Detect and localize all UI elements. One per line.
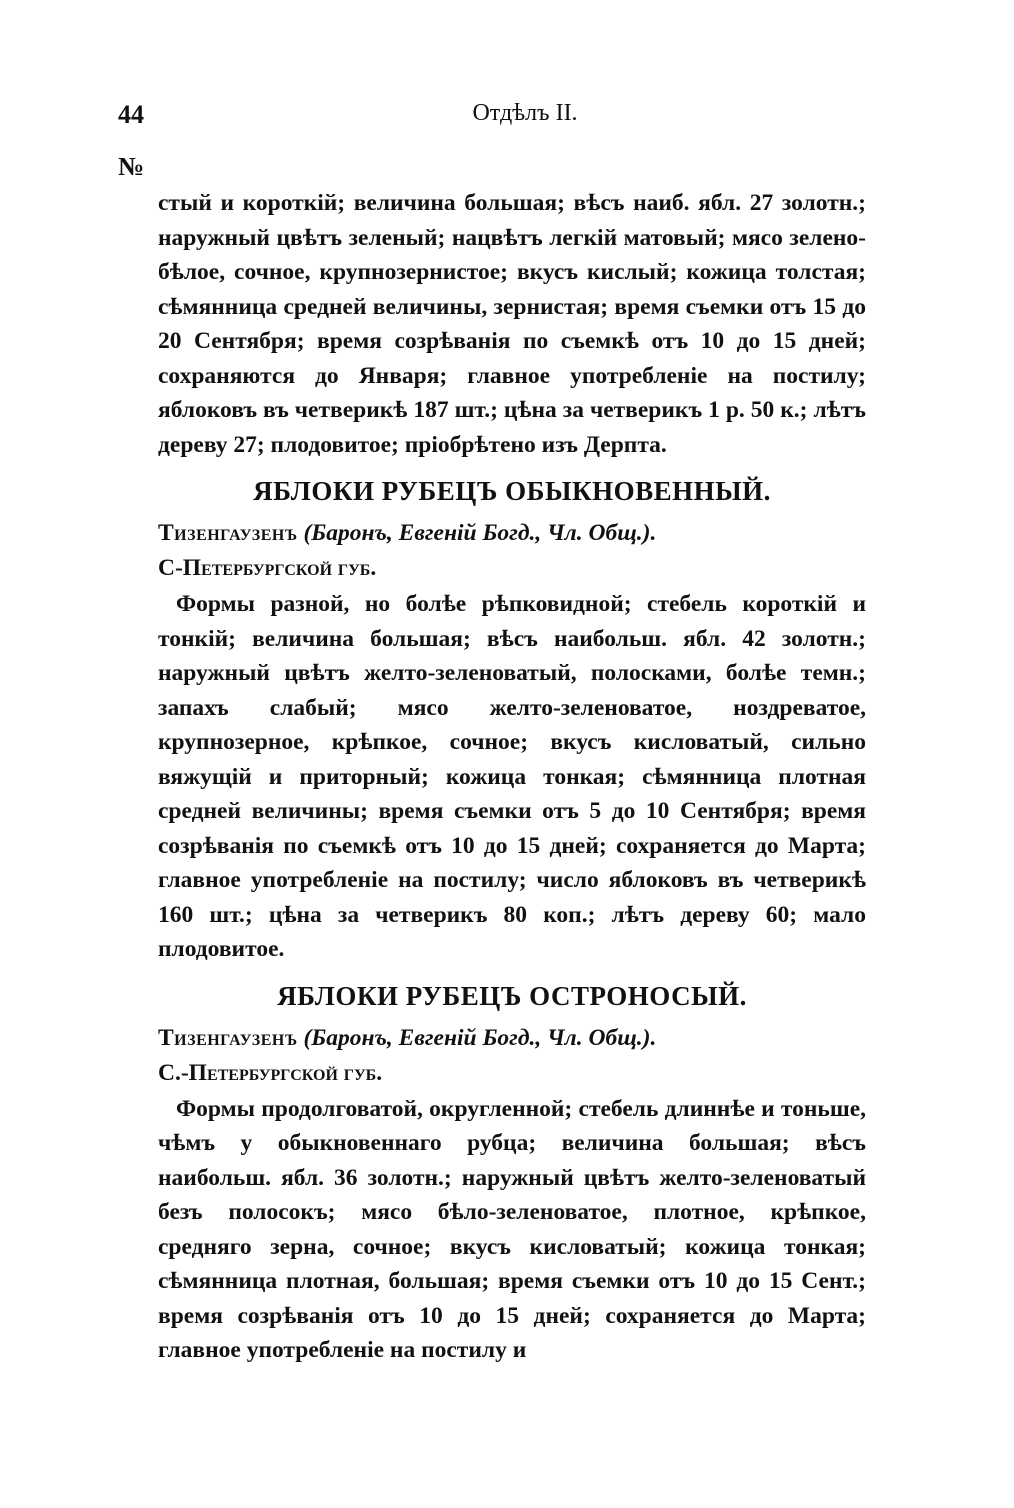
grower-title: (Баронъ, Евгеній Богд., Чл. Общ.). (303, 520, 657, 546)
grower-name: Тизенгаузенъ (158, 1024, 298, 1051)
intro-paragraph: стый и короткій; величина большая; вѣсъ наиб. ябл. 27 золотн.; наружный цвѣтъ зеленый; нацвѣтъ легкій матовый; мясо зелено-бѣлое, сочное, крупнозернистое; вкусъ кислый; кожица толстая; сѣмянница средней величины, зернистая; время съемки отъ 15 до 20 Сентября; время созрѣванія по съемкѣ отъ 10 до 15 дней; сохраняются до Января; главное употребленіе на постилу; яблоковъ въ четверикѣ 187 шт.; цѣна за четверикъ 1 р. 50 к.; лѣтъ дереву 27; плодовитое; пріобрѣтено изъ Дерпта. (158, 190, 866, 458)
section-title: ЯБЛОКИ РУБЕЦЪ ОСТРОНОСЫЙ. (277, 980, 747, 1011)
province: С-Петербургской губ. (158, 555, 377, 581)
description: Формы разной, но болѣе рѣпковидной; стебель короткій и тонкій; величина большая; вѣсъ наибольш. ябл. 42 золотн.; наружный цвѣтъ желто-зеленоватый, полосками, болѣе темн.; запахъ слабый; мясо желто-зеленоватое, ноздреватое, крупнозерное, крѣпкое, сочное; вкусъ кисловатый, сильно вяжущій и приторный; кожица тонкая; сѣмянница плотная средней величины; время съемки отъ 5 до 10 Сентября; время созрѣванія по съемкѣ отъ 10 до 15 дней; сохраняется до Марта; главное употребленіе на постилу; число яблоковъ въ четверикѣ 160 шт.; цѣна за четверикъ 80 коп.; лѣтъ дереву 60; мало плодовитое. (158, 591, 866, 962)
grower-title: (Баронъ, Евгеній Богд., Чл. Общ.). (303, 1024, 657, 1051)
page-header (110, 100, 940, 140)
page-number: 44 (118, 100, 144, 129)
running-title: Отдѣлъ II. (472, 100, 578, 126)
grower-line (158, 1020, 866, 1056)
description: Формы продолговатой, округленной; стебель длиннѣе и тоньше, чѣмъ у обыкновеннаго рубца; величина большая; вѣсъ наибольш. ябл. 36 золотн.; наружный цвѣтъ желто-зеленоватый безъ полосокъ; мясо бѣло-зеленоватое, плотное, крѣпкое, средняго зерна, сочное; вкусъ кисловатый; кожица тонкая; сѣмянница плотная, большая; время съемки отъ 10 до 15 Сент.; время созрѣванія отъ 10 до 15 дней; сохраняется до Марта; главное употребленіе на постилу и (158, 1095, 866, 1363)
section-rubets-sharp-nosed (158, 981, 866, 1368)
grower-name: Тизенгаузенъ (158, 520, 298, 546)
page-body (158, 186, 866, 1368)
province: С.-Петербургской губ. (158, 1059, 383, 1086)
section-title: ЯБЛОКИ РУБЕЦЪ ОБЫКНОВЕННЫЙ. (253, 476, 771, 506)
section-rubets-common (158, 476, 866, 967)
numero-mark: № (118, 152, 145, 181)
grower-line (158, 515, 866, 551)
